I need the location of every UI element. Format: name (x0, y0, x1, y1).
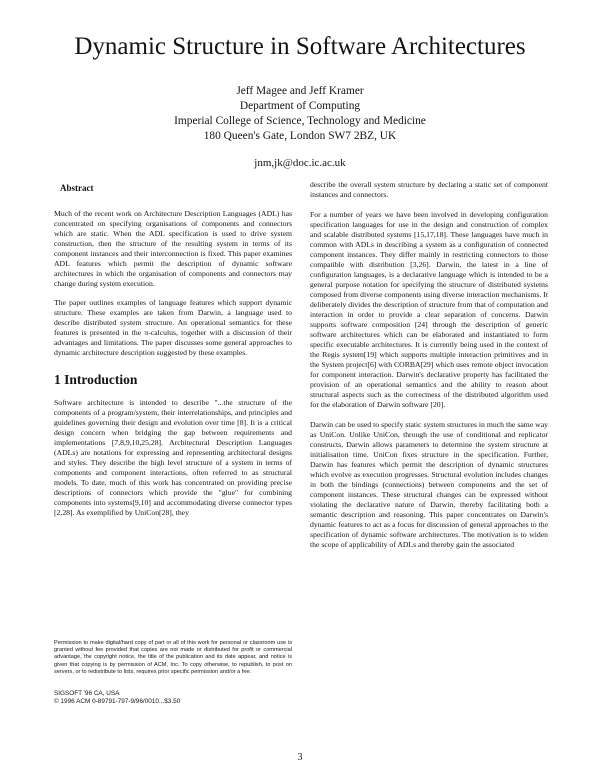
conference-info (54, 690, 292, 707)
abstract-paragraph: The paper outlines examples of language features which support dynamic structure. These examples are taken from Darwin, a language used to describe distributed system structure. An operational semantics for these features is presented in the π-calculus, together with a discussion of their advantages and limitations. The paper discusses some general approaches to dynamic architecture description suggested by these examples. (54, 298, 292, 357)
introduction-paragraph: Software architecture is intended to describe "...the structure of the components of a program/system, their interrelationships, and principles and guidelines governing their design and evolution over time [8]. It is a critical design concern when bridging the gap between requirements and implementations [7,8,9,10,25,28]. Architectural Description Languages (ADLs) are notations for expressing and representing architectural designs and styles. They describe the high level structure of a system in terms of components and component interactions, often referred to as structural models. To date, much of this work has concentrated on providing precise descriptions of connectors which provide the "glue" for combining components into systems[9,10] and accommodating diverse connector types [2,28]. As exemplified by UniCon[28], they (54, 398, 292, 517)
institution: Imperial College of Science, Technology and Medicine (174, 115, 426, 127)
abstract-paragraph: Much of the recent work on Architecture Description Languages (ADL) has concentrated on specifying organisations of components and connectors which are static. When the ADL specification is used to drive system construction, then the structure of the resulting system in terms of its component instances and their interconnection is fixed. This paper examines ADL features which permit the description of dynamic software architectures in which the organisation of components and connectors may change during system execution. (54, 209, 292, 288)
authors: Jeff Magee and Jeff Kramer (236, 85, 364, 97)
right-column (310, 180, 548, 560)
conference-name: SIGSOFT '96 CA, USA (54, 690, 120, 697)
body-paragraph: describe the overall system structure by declaring a static set of component instances and connectors. (310, 180, 548, 199)
abstract-heading: Abstract (60, 183, 94, 193)
introduction-heading: 1 Introduction (54, 372, 138, 387)
address: 180 Queen's Gate, London SW7 2BZ, UK (203, 130, 397, 142)
copyright-text: Permission to make digital/hard copy of part or all of this work for personal or classroom use is granted without fee provided that copies are not made or distributed for profit or commercial advantage, the copyright notice, the title of the publication and its date appear, and notice is given that copying is by permission of ACM, Inc. To copy otherwise, to republish, to post on servers, or to redistribute to lists, requires prior specific permission and/or a fee. (54, 640, 292, 675)
page-number: 3 (297, 752, 303, 763)
body-paragraph: For a number of years we have been involved in developing configuration specification languages for use in the design and construction of complex and scalable distributed systems [15,17,18]. These languages have much in common with ADLs in describing a system as a configuration of connected component instances. They differ mainly in restricting connectors to those compatible with distribution [3,26]. Darwin, the latest in a line of configuration languages, is a declarative language which is intended to be a general purpose notation for specifying the structure of distributed systems composed from diverse components using diverse interaction mechanisms. It deliberately divides the description of structure from that of computation and interaction in order to provide a clear separation of concerns. Darwin supports software composition [24] through the description of generic software architectures which can be elaborated and instantiated to form specific executable architectures. It is currently being used in the context of the Regis system[19] which supports multiple interaction primitives and in the System project[6] with CORBA[29] which uses remote object invocation for component interaction. Darwin's declarative property has facilitated the provision of an operational semantics and the ability to reason about structural aspects such as the correctness of the distributed algorithm used for the elaboration of Darwin software [20]. (310, 210, 548, 409)
left-column (54, 180, 292, 527)
acm-copyright: © 1996 ACM 0-89791-797-9/96/0010...$3.50 (54, 698, 181, 706)
paper-title: Dynamic Structure in Software Architectures (74, 33, 526, 60)
copyright-notice (54, 640, 292, 676)
author-block (0, 84, 600, 144)
department: Department of Computing (239, 100, 361, 112)
author-email: jnm,jk@doc.ic.ac.uk (254, 157, 346, 169)
body-paragraph: Darwin can be used to specify static system structures in much the same way as UniCon. Unlike UniCon, through the use of conditional and replicator constructs, Darwin allows parameters to determine the system structure at initialisation time. UniCon fixes structure in the specification. Further, Darwin has features which permit the description of dynamic structures which evolve as execution progresses. Structural evolution includes changes in both the bindings (connections) between components and the set of component instances. These structural changes can be expressed without violating the declarative nature of Darwin, thereby facilitating both a semantic description and reasoning. This paper concentrates on Darwin's dynamic features to act as a focus for discussion of general approaches to the specification of dynamic software architectures. The motivation is to widen the scope of applicability of ADLs and thereby gain the associated (310, 420, 548, 549)
